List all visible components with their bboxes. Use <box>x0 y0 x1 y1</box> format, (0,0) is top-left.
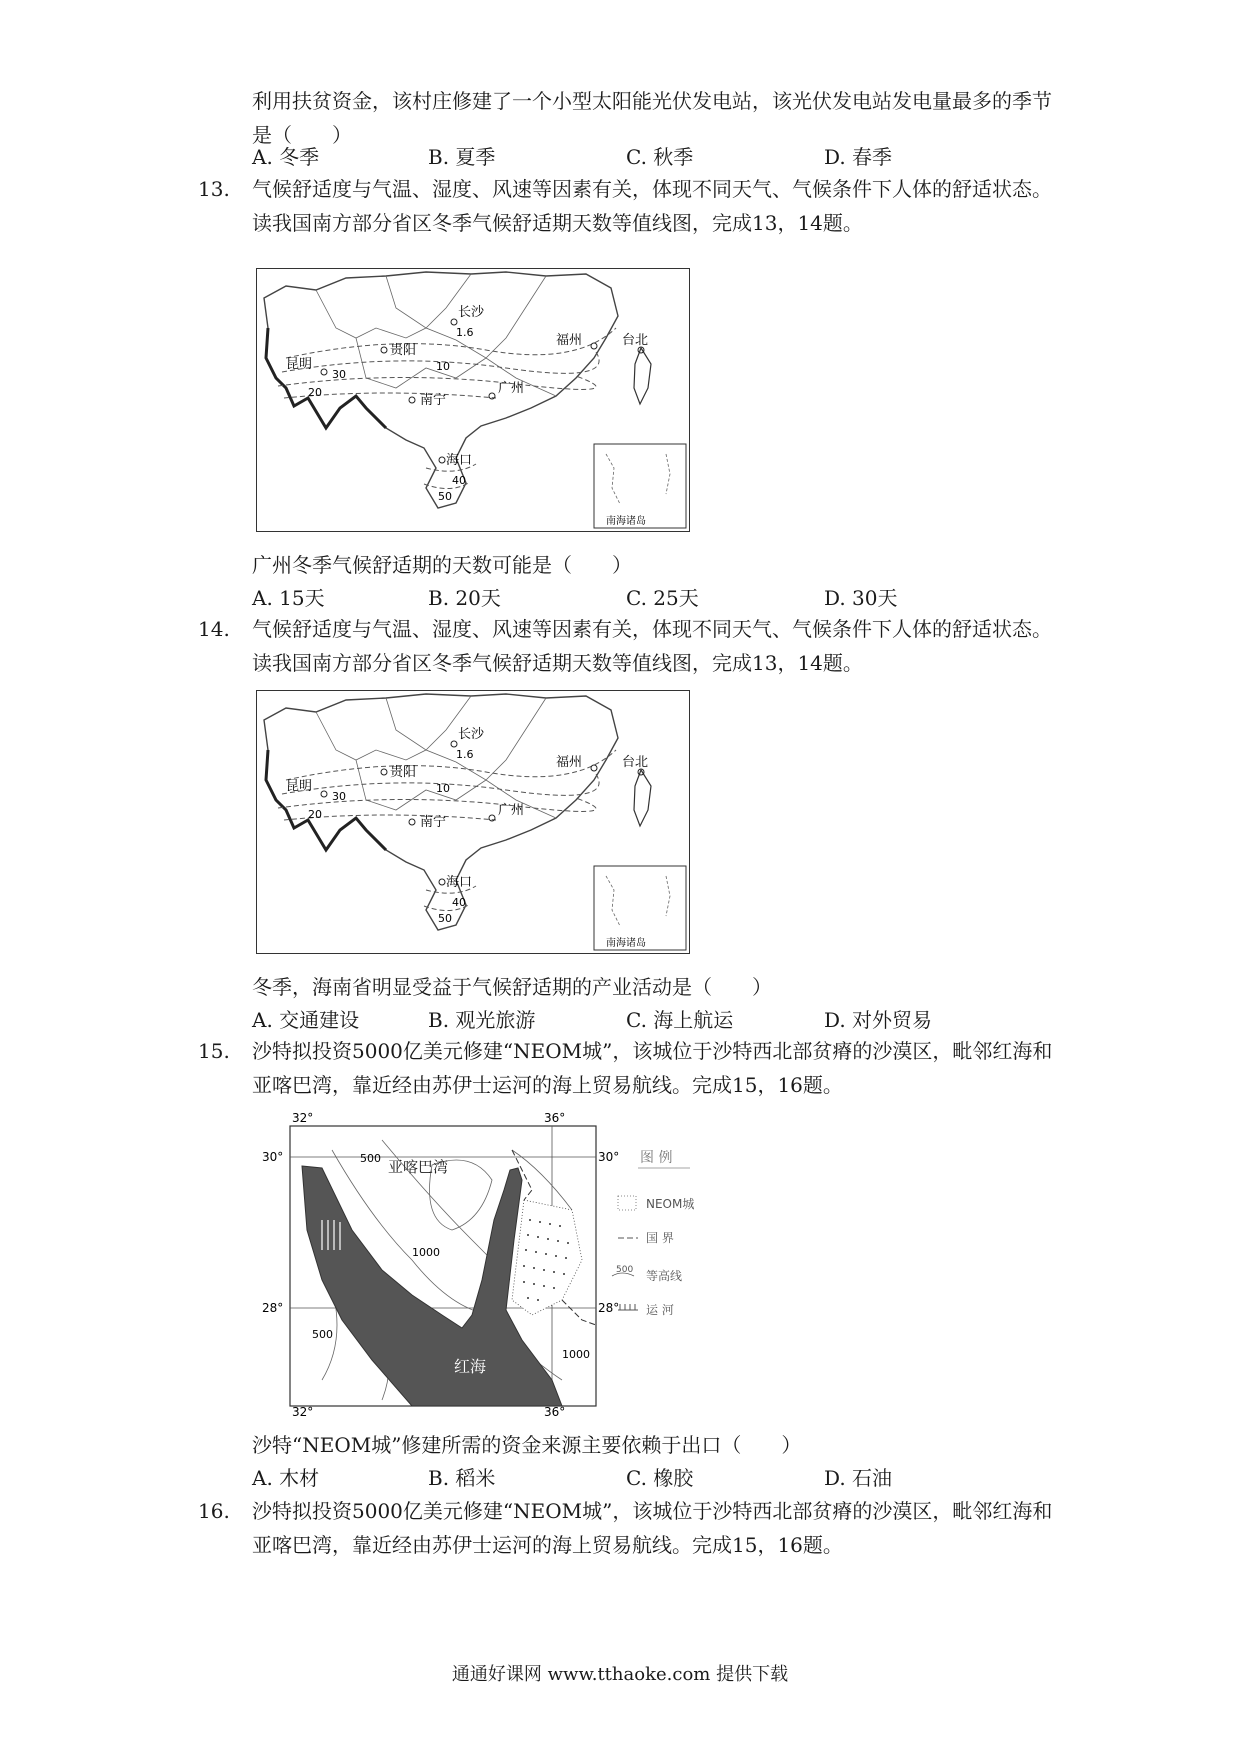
q14-option-a[interactable]: A. 交通建设 <box>252 1008 360 1032</box>
contour-value: 500 <box>312 1328 333 1341</box>
city-label: 长沙 <box>458 727 485 742</box>
contour-value: 1000 <box>562 1348 590 1361</box>
lon-label: 32° <box>292 1111 314 1125</box>
q13-option-c[interactable]: C. 25天 <box>626 586 699 610</box>
contour-label: 20 <box>308 808 322 821</box>
q13-text: 气候舒适度与气温、湿度、风速等因素有关，体现不同天气、气候条件下人体的舒适状态。读我国南方部分省区冬季气候舒适期天数等值线图，完成13，14题。 <box>252 177 1052 235</box>
q14-options <box>252 1004 1062 1036</box>
map-south-china-comfort-days-repeat <box>256 690 690 954</box>
q16-number: 16. <box>198 1499 230 1523</box>
q15-text: 沙特拟投资5000亿美元修建“NEOM城”，该城位于沙特西北部贫瘠的沙漠区，毗邻红海和亚喀巴湾，靠近经由苏伊士运河的海上贸易航线。完成15，16题。 <box>252 1039 1053 1097</box>
q15-number: 15. <box>198 1039 230 1063</box>
contour-label: 10 <box>436 360 450 373</box>
city-label: 福州 <box>556 755 583 770</box>
lon-label: 36° <box>544 1405 566 1416</box>
lon-label: 32° <box>292 1405 314 1416</box>
q15-option-c[interactable]: C. 橡胶 <box>626 1466 694 1490</box>
map-neom-red-sea <box>262 1110 762 1416</box>
city-label: 长沙 <box>458 305 485 320</box>
city-label: 昆明 <box>286 779 313 794</box>
city-label: 广州 <box>498 381 525 396</box>
contour-label: 40 <box>452 474 466 487</box>
q14-number: 14. <box>198 617 230 641</box>
q15-question: 沙特“NEOM城”修建所需的资金来源主要依赖于出口（ ） <box>252 1433 802 1457</box>
city-label: 台北 <box>622 755 649 770</box>
lat-label: 30° <box>262 1150 284 1164</box>
q15-option-b[interactable]: B. 稻米 <box>428 1466 496 1490</box>
legend-contour-sample: 500 <box>616 1265 634 1275</box>
q13-options <box>252 582 1062 614</box>
contour-label: 1.6 <box>456 326 474 339</box>
sea-label: 红海 <box>454 1357 487 1376</box>
legend-item: 等高线 <box>646 1269 683 1283</box>
inset-label: 南海诸岛 <box>606 516 646 527</box>
city-label: 贵阳 <box>390 765 417 780</box>
map-legend <box>612 1150 694 1317</box>
q13-number: 13. <box>198 177 230 201</box>
city-label: 南宁 <box>420 393 447 408</box>
contour-label: 10 <box>436 782 450 795</box>
q12-options <box>252 141 1062 173</box>
contour-label: 50 <box>438 490 452 503</box>
q13-option-a[interactable]: A. 15天 <box>252 586 325 610</box>
q16-text: 沙特拟投资5000亿美元修建“NEOM城”，该城位于沙特西北部贫瘠的沙漠区，毗邻红海和亚喀巴湾，靠近经由苏伊士运河的海上贸易航线。完成15，16题。 <box>252 1499 1053 1557</box>
city-label: 昆明 <box>286 357 313 372</box>
q14-text: 气候舒适度与气温、湿度、风速等因素有关，体现不同天气、气候条件下人体的舒适状态。读我国南方部分省区冬季气候舒适期天数等值线图，完成13，14题。 <box>252 617 1052 675</box>
city-label: 贵阳 <box>390 343 417 358</box>
q12-option-c[interactable]: C. 秋季 <box>626 145 694 169</box>
lat-label: 30° <box>598 1150 620 1164</box>
contour-value: 500 <box>360 1152 381 1165</box>
legend-item: NEOM城 <box>646 1197 695 1211</box>
lon-label: 36° <box>544 1111 566 1125</box>
q14-question: 冬季，海南省明显受益于气候舒适期的产业活动是（ ） <box>252 975 772 999</box>
q13-option-d[interactable]: D. 30天 <box>824 586 898 610</box>
contour-value: 1000 <box>412 1246 440 1259</box>
contour-label: 20 <box>308 386 322 399</box>
contour-label: 1.6 <box>456 748 474 761</box>
q12-text: 利用扶贫资金，该村庄修建了一个小型太阳能光伏发电站，该光伏发电站发电量最多的季节是（ ） <box>252 89 1052 147</box>
lat-label: 28° <box>262 1301 284 1315</box>
contour-label: 30 <box>332 368 346 381</box>
contour-label: 50 <box>438 912 452 925</box>
q14-option-c[interactable]: C. 海上航运 <box>626 1008 734 1032</box>
q13-question: 广州冬季气候舒适期的天数可能是（ ） <box>252 553 632 577</box>
lat-label: 28° <box>598 1301 620 1315</box>
contour-label: 40 <box>452 896 466 909</box>
q12-option-a[interactable]: A. 冬季 <box>252 145 320 169</box>
q15-option-a[interactable]: A. 木材 <box>252 1466 320 1490</box>
legend-item: 国 界 <box>646 1231 674 1245</box>
city-label: 海口 <box>446 875 473 890</box>
q12-option-b[interactable]: B. 夏季 <box>428 145 496 169</box>
city-label: 福州 <box>556 333 583 348</box>
inset-label: 南海诸岛 <box>606 938 646 949</box>
q14-option-b[interactable]: B. 观光旅游 <box>428 1008 536 1032</box>
page-footer: 通通好课网 www.tthaoke.com 提供下载 <box>451 1664 789 1685</box>
contour-label: 30 <box>332 790 346 803</box>
q14-option-d[interactable]: D. 对外贸易 <box>824 1008 933 1032</box>
gulf-label: 亚喀巴湾 <box>388 1158 449 1176</box>
q15-options <box>252 1462 1062 1494</box>
city-label: 台北 <box>622 333 649 348</box>
city-label: 南宁 <box>420 815 447 830</box>
q15-option-d[interactable]: D. 石油 <box>824 1466 893 1490</box>
q12-option-d[interactable]: D. 春季 <box>824 145 893 169</box>
q13-option-b[interactable]: B. 20天 <box>428 586 501 610</box>
city-label: 广州 <box>498 803 525 818</box>
city-label: 海口 <box>446 453 473 468</box>
legend-title: 图 例 <box>640 1150 673 1166</box>
map-south-china-comfort-days <box>256 268 690 532</box>
legend-item: 运 河 <box>646 1303 674 1317</box>
